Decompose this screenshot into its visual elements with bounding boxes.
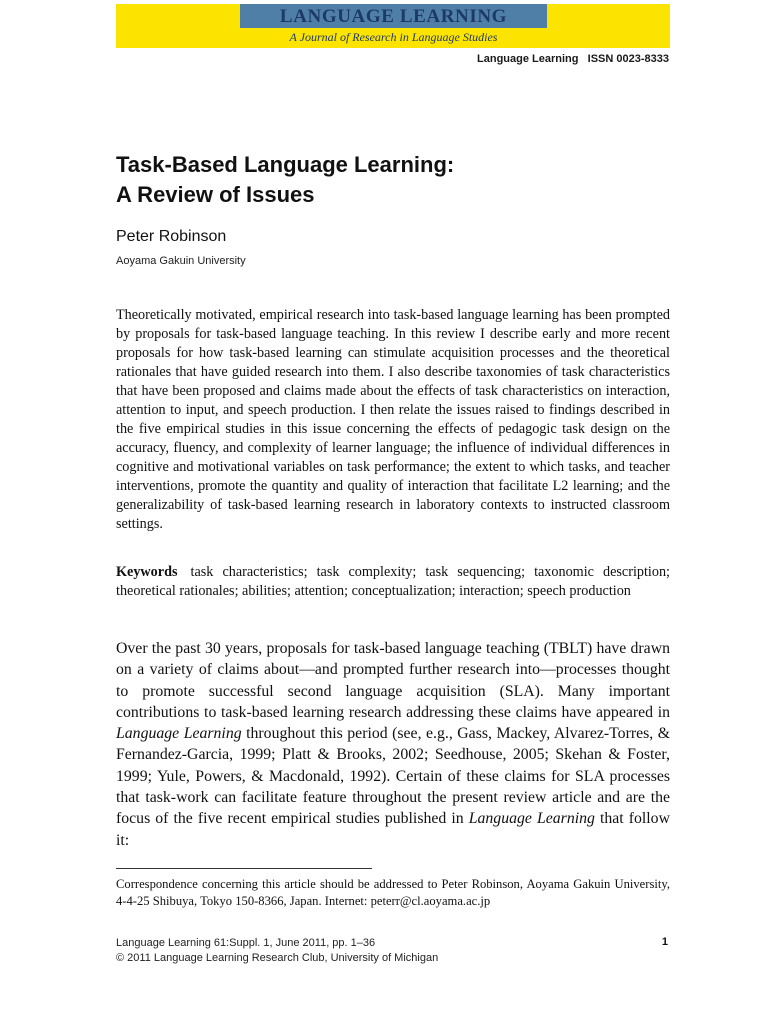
journal-subtitle: A Journal of Research in Language Studies xyxy=(289,30,498,44)
body-text-part-2: throughout this period (see, e.g., Gass, Mackey, Alvarez-Torres, & Fernandez-Garcia, 1999; Platt & Brooks, 2002; Seedhouse, 2005; Skehan & Foster, 1999; Yule, Powers, & Macdonald, 1992). Certain of these claims for SLA processes that task-work can facilitate feature throughout the present review article and are the focus of the five recent empirical studies published in xyxy=(116,725,670,828)
journal-reference-2: Language Learning xyxy=(468,810,595,828)
title-line-2: A Review of Issues xyxy=(116,182,315,207)
correspondence-footnote: Correspondence concerning this article should be addressed to Peter Robinson, Aoyama Gakuin University, 4-4-25 Shibuya, Tokyo 150-8366, Japan. Internet: peterr@cl.aoyama.ac.jp xyxy=(116,877,670,908)
keywords-label: Keywords xyxy=(116,564,178,580)
page-footer xyxy=(116,936,438,966)
issn-line: Language Learning ISSN 0023-8333 xyxy=(477,53,669,65)
body-text-part-3: that follow it: xyxy=(116,810,670,849)
journal-reference-1: Language Learning xyxy=(116,725,242,743)
body-paragraph xyxy=(116,638,670,851)
article-title xyxy=(116,150,676,210)
copyright-line: © 2011 Language Learning Research Club, University of Michigan xyxy=(116,952,439,964)
author-name: Peter Robinson xyxy=(116,228,227,245)
keywords xyxy=(116,563,670,601)
journal-name: LANGUAGE LEARNING xyxy=(240,4,547,28)
body-text-part-1: Over the past 30 years, proposals for task-based language teaching (TBLT) have drawn on a variety of claims about—and prompted further research into—processes thought to promote successful second language acquisition (SLA). Many important contributions to task-based learning research addressing these claims have appeared in xyxy=(116,640,670,721)
keywords-list: task characteristics; task complexity; task sequencing; taxonomic description; theoretical rationales; abilities; attention; conceptualization; interaction; speech production xyxy=(116,564,671,599)
abstract: Theoretically motivated, empirical research into task-based language learning has been prompted by proposals for task-based language teaching. In this review I describe early and more recent proposals for how task-based learning can stimulate acquisition processes and the theoretical rationales that have guided research into them. I also describe taxonomies of task characteristics that have been proposed and claims made about the effects of task characteristics on interaction, attention to input, and speech production. I then relate the issues raised to findings described in the five empirical studies in this issue concerning the effects of pedagogic task design on the accuracy, fluency, and complexity of learner language; the influence of individual differences in cognitive and motivational variables on task performance; the extent to which tasks, and teacher interventions, promote the quantity and quality of interaction that facilitate L2 learning; and the generalizability of task-based learning research in laboratory contexts to instructed classroom settings. xyxy=(116,307,670,532)
citation-line: Language Learning 61:Suppl. 1, June 2011, pp. 1–36 xyxy=(116,937,376,949)
title-line-1: Task-Based Language Learning: xyxy=(116,152,455,177)
page-number: 1 xyxy=(661,936,668,948)
author-affiliation: Aoyama Gakuin University xyxy=(116,255,246,267)
footnote-divider xyxy=(116,868,372,869)
